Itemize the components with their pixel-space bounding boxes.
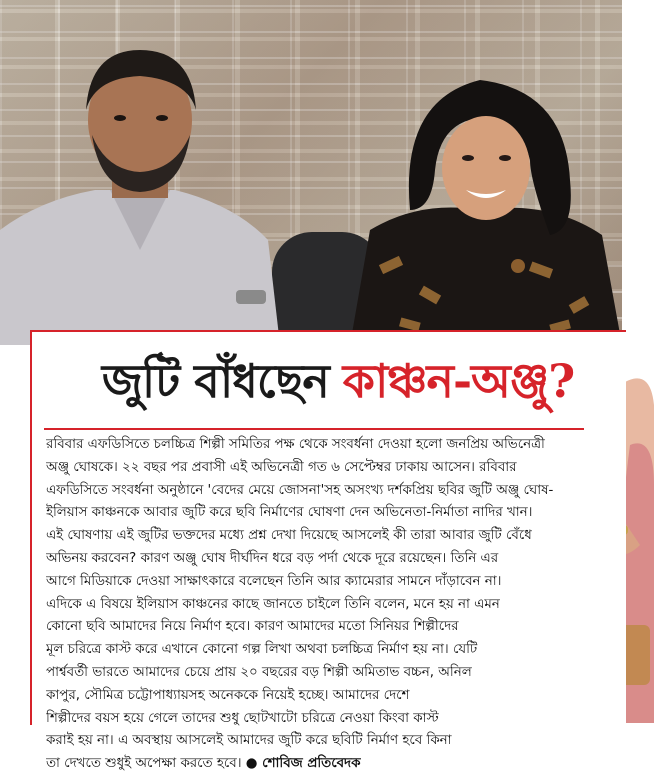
body-line: এই ঘোষণায় এই জুটির ভক্তদের মধ্যে প্রশ্ন দেখা দিয়েছে আসলেই কী তারা আবার জুটি বেঁধে [46, 528, 532, 544]
man-figure [0, 40, 280, 345]
woman-figure [340, 60, 622, 345]
body-last-line [46, 753, 606, 776]
body-line: রবিবার এফডিসিতে চলচ্চিত্র শিল্পী সমিতির পক্ষ থেকে সংবর্ধনা দেওয়া হলো জনপ্রিয় অভিনেত্রী [46, 437, 545, 452]
bullet-icon: ● [245, 756, 263, 772]
article-photo [0, 0, 622, 345]
byline: শোবিজ প্রতিবেদক [262, 756, 361, 772]
body-line: ইলিয়াস কাঞ্চনকে আবার জুটি করে ছবি নির্মাণের ঘোষণা দেন অভিনেতা-নির্মাতা নাদির খান। [46, 505, 533, 521]
body-line: অভিনয় করবেন? কারণ অঞ্জু ঘোষ দীর্ঘদিন ধরে বড় পর্দা থেকে দূরে রয়েছেন। তিনি এর [46, 550, 499, 566]
body-line: মূল চরিত্রে কাস্ট করে এখানে কোনো গল্প লিখা অথবা চলচ্চিত্র নির্মাণ হয় না। যেটি [46, 642, 478, 658]
body-last-line-text: তা দেখতে শুধুই অপেক্ষা করতে হবে। [46, 756, 242, 772]
body-line: আগে মিডিয়াকে দেওয়া সাক্ষাৎকারে বলেছেন তিনি আর ক্যামেরার সামনে দাঁড়াবেন না। [46, 573, 502, 589]
headline [78, 345, 598, 425]
headline-part-2: কাঞ্চন-অঞ্জু? [342, 354, 575, 408]
body-line: কোনো ছবি আমাদের নিয়ে নির্মাণ হবে। কারণ আমাদের মতো সিনিয়র শিল্পীদের [46, 619, 459, 635]
headline-rule [44, 428, 584, 430]
body-line: কাপুর, সৌমিত্র চট্টোপাধ্যায়সহ অনেককে নিয়েই হচ্ছে। আমাদের দেশে [46, 687, 410, 703]
body-line: এদিকে এ বিষয়ে ইলিয়াস কাঞ্চনের কাছে জানতে চাইলে তিনি বলেন, মনে হয় না এমন [46, 596, 500, 612]
body-line: পার্শ্ববর্তী ভারতে আমাদের চেয়ে প্রায় ২০ বছরের বড় শিল্পী অমিতাভ বচ্চন, অনিল [46, 664, 472, 680]
headline-part-1: জুটি বাঁধছেন [101, 354, 329, 408]
body-line: শিল্পীদের বয়স হয়ে গেলে তাদের শুধু ছোটখাটো চরিত্রে নেওয়া কিংবা কাস্ট [46, 710, 439, 726]
body-line: এফডিসিতে সংবর্ধনা অনুষ্ঠানে 'বেদের মেয়ে জোসনা'সহ অসংখ্য দর্শকপ্রিয় ছবির জুটি অঞ্জু ঘোষ- [46, 482, 554, 498]
body-line: করাই হয় না। এ অবস্থায় আসলেই আমাদের জুটি করে ছবিটি নির্মাণ হবে কিনা [46, 733, 452, 749]
body-line: অঞ্জু ঘোষকে। ২২ বছর পর প্রবাসী এই অভিনেত্রী গত ৬ সেপ্টেম্বর ঢাকায় আসেন। রবিবার [46, 459, 517, 475]
article-body [46, 434, 606, 776]
